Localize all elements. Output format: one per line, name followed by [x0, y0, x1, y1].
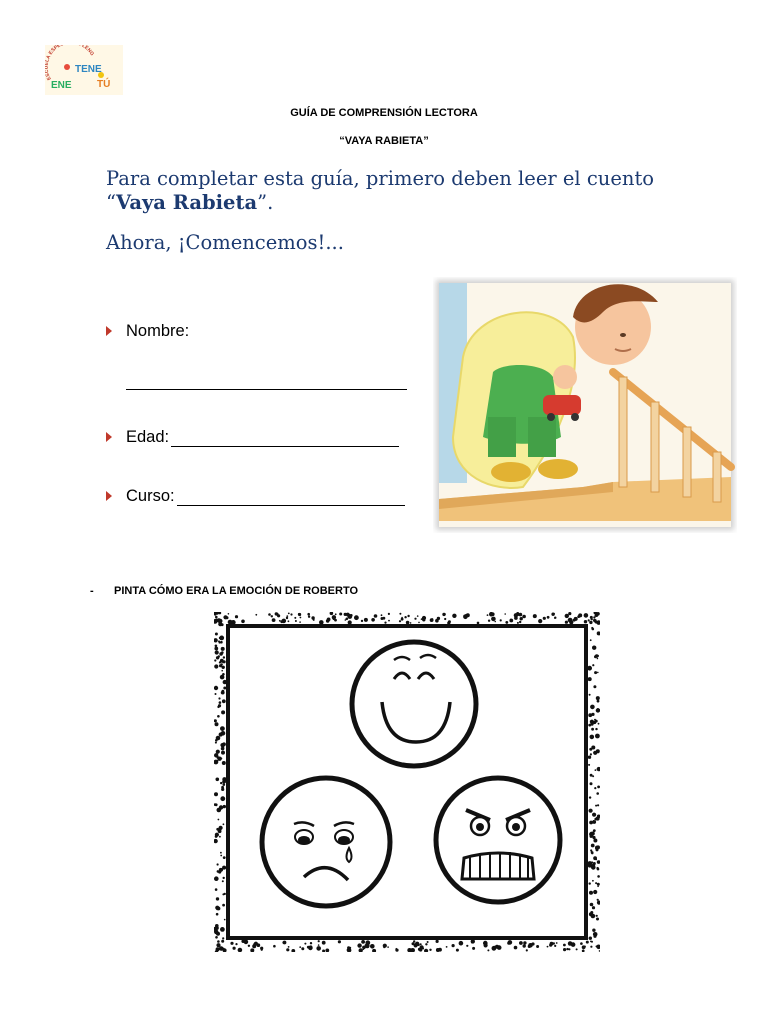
course-blank-line[interactable] — [177, 487, 405, 506]
emotion-faces-frame — [214, 612, 600, 952]
happy-face-icon[interactable] — [352, 642, 476, 766]
name-blank-line[interactable] — [126, 371, 407, 390]
intro-quote-close: ”. — [257, 191, 274, 214]
arrow-bullet-icon — [106, 432, 112, 442]
name-field-row — [106, 322, 189, 341]
logo-word-2: ENE — [51, 80, 72, 91]
school-logo — [45, 45, 123, 95]
course-field-row — [106, 487, 405, 506]
worksheet-subtitle: “VAYA RABIETA” — [339, 135, 429, 147]
sad-face-icon[interactable] — [262, 778, 390, 906]
intro-quote-open: “ — [106, 191, 116, 214]
worksheet-title: GUÍA DE COMPRENSIÓN LECTORA — [290, 107, 478, 119]
intro-text-start: Para completar esta guía, primero deben leer el cuento — [106, 167, 655, 190]
intro-story-title: Vaya Rabieta — [115, 191, 258, 214]
age-field-row — [106, 428, 399, 447]
angry-face-icon[interactable] — [436, 778, 560, 902]
name-label: Nombre: — [126, 322, 190, 340]
age-blank-line[interactable] — [171, 428, 399, 447]
logo-arc-text: ES A ESPE LENG — [45, 45, 95, 81]
instruction-text: PINTA CÓMO ERA LA EMOCIÓN DE ROBERTO — [114, 585, 359, 597]
intro-lets-begin: Ahora, ¡Comencemos!... — [106, 231, 344, 254]
age-label: Edad: — [126, 428, 170, 446]
logo-word-1: TENE — [75, 64, 102, 75]
coloring-instruction — [90, 585, 358, 597]
intro-paragraph — [106, 167, 726, 215]
instruction-dash: - — [90, 585, 94, 597]
story-illustration — [433, 277, 737, 533]
logo-word-3: TÚ — [97, 79, 111, 90]
arrow-bullet-icon — [106, 491, 112, 501]
course-label: Curso: — [126, 487, 175, 505]
arrow-bullet-icon — [106, 326, 112, 336]
